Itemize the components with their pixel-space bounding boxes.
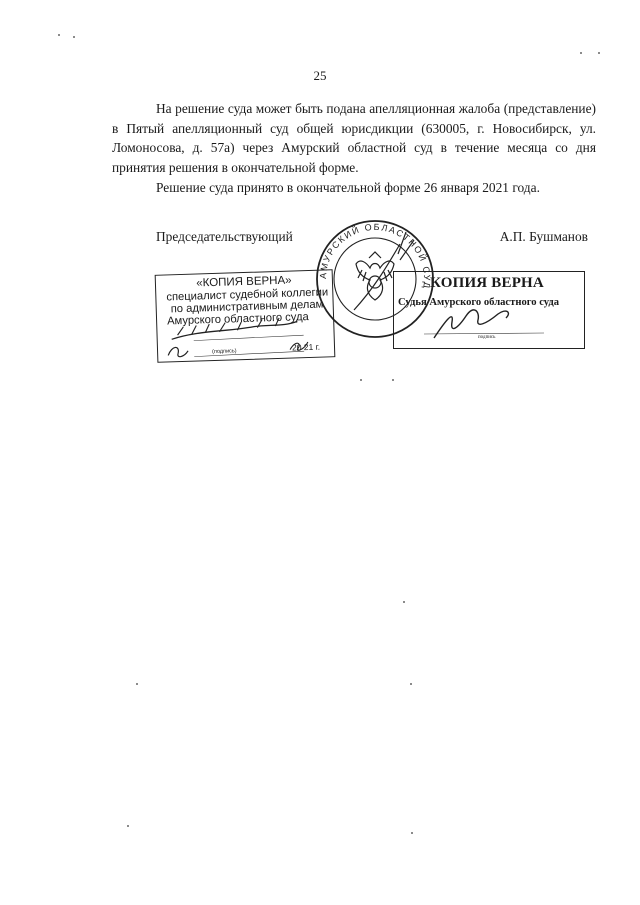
presiding-name: А.П. Бушманов	[499, 229, 588, 244]
eagle-emblem-icon	[356, 252, 394, 300]
paragraph-appeal: На решение суда может быть подана апелляционная жалоба (представление) в Пятый апелляционный суд общей юрисдикции (630005, г. Новосибирск, ул. Ломоносова, д. 57а) через Амурский областной суд в течение месяца со дня принятия решения в окончательной форме.	[112, 101, 596, 175]
stamp-right-line: Судья Амурского областного суда	[398, 297, 560, 308]
stamp-left-line2: по административным делам	[170, 298, 324, 316]
paragraph-decision-date: Решение суда принято в окончательной форме 26 января 2021 года.	[156, 180, 540, 195]
stamp-left-title: «КОПИЯ ВЕРНА»	[196, 274, 292, 290]
seal-signature-stroke	[354, 232, 414, 310]
stamp-left-handwriting	[156, 270, 335, 361]
presiding-label: Председательствующий	[156, 229, 293, 244]
page-number: 25	[313, 68, 327, 83]
svg-text:АМУРСКИЙ ОБЛАСТНОЙ СУД	[318, 222, 432, 290]
court-seal	[314, 218, 436, 340]
stamp-left-year: 20 21 г.	[291, 341, 321, 353]
stamp-right-sub: подпись	[478, 335, 496, 340]
copy-verified-stamp-left	[155, 269, 336, 363]
seal-text: АМУРСКИЙ ОБЛАСТНОЙ СУД	[317, 221, 433, 291]
stamp-left-line3: Амурского областного суда	[166, 311, 309, 328]
stamp-left-line1: специалист судебной коллегии	[166, 286, 329, 304]
stamp-left-sub: (подпись)	[212, 348, 237, 356]
stamp-right-title: КОПИЯ ВЕРНА	[430, 275, 544, 291]
